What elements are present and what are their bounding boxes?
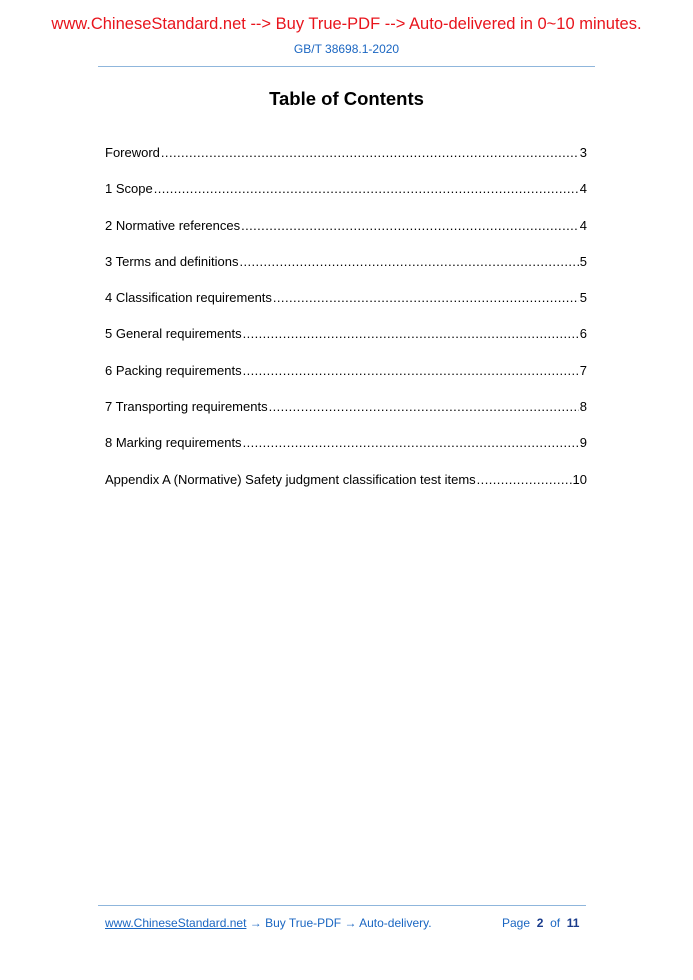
toc-dot-leader — [161, 145, 579, 160]
promo-banner[interactable]: www.ChineseStandard.net --> Buy True-PDF --> Auto-delivered in 0~10 minutes. — [51, 15, 642, 33]
toc-entry-normative-references[interactable] — [105, 218, 587, 254]
toc-dot-leader — [243, 326, 579, 341]
toc-dot-leader — [239, 254, 578, 269]
toc-dot-leader — [477, 472, 572, 487]
toc-entry-label: Foreword — [105, 145, 160, 160]
toc-dot-leader — [269, 399, 579, 414]
toc-entry-page: 8 — [579, 399, 587, 415]
toc-entry-label: 3 Terms and definitions — [105, 253, 239, 269]
toc-entry-label: 4 Classification requirements — [105, 290, 272, 306]
toc-entry-page: 4 — [579, 217, 587, 233]
of-word: of — [550, 916, 561, 930]
toc-entry-marking[interactable] — [105, 435, 587, 471]
page-total: 11 — [566, 916, 580, 930]
toc-entry-transporting[interactable] — [105, 399, 587, 435]
toc-dot-leader — [273, 290, 579, 305]
page-counter — [502, 916, 579, 930]
standard-number: GB/T 38698.1-2020 — [293, 42, 400, 56]
toc-entry-page: 5 — [579, 290, 587, 306]
toc-entry-label: Appendix A (Normative) Safety judgment classification test items — [105, 471, 476, 487]
toc-entry-scope[interactable] — [105, 181, 587, 217]
toc-dot-leader — [243, 363, 579, 378]
footer-promo — [105, 916, 432, 930]
toc-entry-page: 6 — [579, 326, 587, 342]
toc-entry-packing[interactable] — [105, 363, 587, 399]
toc-entry-general[interactable] — [105, 326, 587, 362]
toc-entry-page: 10 — [572, 471, 587, 487]
toc-entry-label: 7 Transporting requirements — [105, 399, 268, 415]
toc-entry-label: 1 Scope — [105, 181, 153, 197]
toc-entry-terms-definitions[interactable] — [105, 254, 587, 290]
toc-title: Table of Contents — [269, 88, 424, 109]
toc-entry-classification[interactable] — [105, 290, 587, 326]
toc-entry-label: 5 General requirements — [105, 326, 242, 342]
toc-entry-page: 5 — [579, 253, 587, 269]
footer-divider — [98, 905, 586, 906]
toc-dot-leader — [154, 181, 579, 196]
toc-entry-label: 8 Marking requirements — [105, 435, 242, 451]
footer-tail-text: → Buy True-PDF → Auto-delivery. — [246, 916, 432, 930]
toc-entry-appendix-a[interactable] — [105, 472, 587, 508]
toc-entry-page: 9 — [579, 435, 587, 451]
toc-entry-label: 6 Packing requirements — [105, 362, 242, 378]
header-divider — [98, 66, 595, 67]
toc-entry-page: 3 — [579, 145, 587, 160]
footer-site-link[interactable]: www.ChineseStandard.net — [105, 916, 247, 930]
toc-entry-page: 4 — [579, 181, 587, 197]
page-current: 2 — [536, 916, 544, 930]
toc-entry-page: 7 — [579, 362, 587, 378]
toc-list — [105, 145, 587, 508]
toc-dot-leader — [241, 218, 579, 233]
toc-dot-leader — [243, 435, 579, 450]
toc-entry-foreword[interactable] — [105, 145, 587, 181]
page-word: Page — [502, 916, 531, 930]
toc-entry-label: 2 Normative references — [105, 217, 241, 233]
